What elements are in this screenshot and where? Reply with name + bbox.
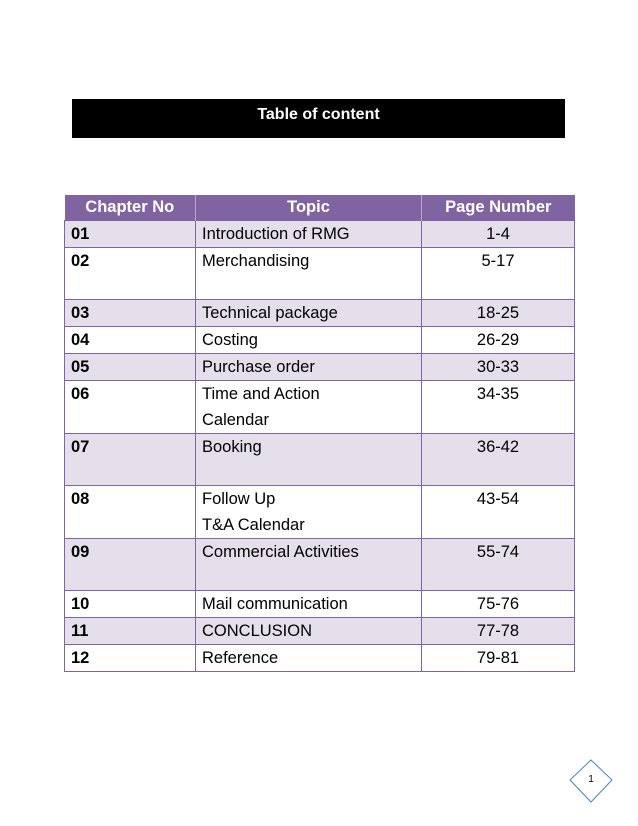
chapter-number: 04 bbox=[65, 327, 196, 354]
chapter-number: 07 bbox=[65, 434, 196, 486]
page-number: 1 bbox=[588, 774, 594, 785]
chapter-number: 08 bbox=[65, 486, 196, 539]
chapter-topic bbox=[196, 434, 422, 486]
chapter-number: 12 bbox=[65, 645, 196, 672]
topic-line: Merchandising bbox=[202, 252, 310, 270]
topic-line: T&A Calendar bbox=[202, 516, 305, 534]
page-range: 75-76 bbox=[422, 591, 575, 618]
chapter-topic bbox=[196, 539, 422, 591]
page-range: 36-42 bbox=[422, 434, 575, 486]
page-range: 18-25 bbox=[422, 300, 575, 327]
chapter-topic bbox=[196, 591, 422, 618]
table-row bbox=[65, 645, 575, 672]
page-range: 26-29 bbox=[422, 327, 575, 354]
topic-line: Time and Action bbox=[202, 385, 320, 403]
chapter-topic bbox=[196, 354, 422, 381]
chapter-topic bbox=[196, 248, 422, 300]
topic-line: CONCLUSION bbox=[202, 622, 313, 640]
header-page: Page Number bbox=[422, 195, 575, 221]
toc-table bbox=[64, 195, 575, 672]
header-row bbox=[65, 195, 575, 221]
chapter-topic bbox=[196, 381, 422, 434]
topic-line: Introduction of RMG bbox=[202, 225, 350, 243]
table-row bbox=[65, 539, 575, 591]
topic-line: Reference bbox=[202, 649, 279, 667]
chapter-topic bbox=[196, 486, 422, 539]
page-range: 55-74 bbox=[422, 539, 575, 591]
chapter-number: 02 bbox=[65, 248, 196, 300]
chapter-topic bbox=[196, 327, 422, 354]
page-title: Table of content bbox=[257, 106, 380, 123]
page-range: 34-35 bbox=[422, 381, 575, 434]
topic-line: Commercial Activities bbox=[202, 543, 359, 561]
chapter-number: 05 bbox=[65, 354, 196, 381]
chapter-number: 03 bbox=[65, 300, 196, 327]
header-chapter: Chapter No bbox=[65, 195, 196, 221]
page-range: 30-33 bbox=[422, 354, 575, 381]
page-number-badge bbox=[566, 758, 616, 808]
chapter-number: 11 bbox=[65, 618, 196, 645]
table-body bbox=[65, 221, 575, 672]
topic-line: Mail communication bbox=[202, 595, 348, 613]
page-range: 5-17 bbox=[422, 248, 575, 300]
table-row bbox=[65, 591, 575, 618]
title-bar bbox=[72, 99, 565, 138]
table-row bbox=[65, 618, 575, 645]
chapter-number: 01 bbox=[65, 221, 196, 248]
topic-line: Technical package bbox=[202, 304, 338, 322]
topic-line: Purchase order bbox=[202, 358, 315, 376]
page-range: 1-4 bbox=[422, 221, 575, 248]
topic-line: Calendar bbox=[202, 411, 269, 429]
chapter-topic bbox=[196, 300, 422, 327]
topic-line: Costing bbox=[202, 331, 258, 349]
table-row bbox=[65, 354, 575, 381]
table-row bbox=[65, 327, 575, 354]
page-range: 43-54 bbox=[422, 486, 575, 539]
table-row bbox=[65, 221, 575, 248]
chapter-topic bbox=[196, 645, 422, 672]
chapter-topic bbox=[196, 221, 422, 248]
table-row bbox=[65, 381, 575, 434]
chapter-number: 09 bbox=[65, 539, 196, 591]
table-row bbox=[65, 300, 575, 327]
chapter-topic bbox=[196, 618, 422, 645]
table-row bbox=[65, 486, 575, 539]
topic-line: Booking bbox=[202, 438, 262, 456]
page-range: 79-81 bbox=[422, 645, 575, 672]
topic-line: Follow Up bbox=[202, 490, 276, 508]
table-row bbox=[65, 434, 575, 486]
table-row bbox=[65, 248, 575, 300]
chapter-number: 10 bbox=[65, 591, 196, 618]
page-range: 77-78 bbox=[422, 618, 575, 645]
chapter-number: 06 bbox=[65, 381, 196, 434]
header-topic: Topic bbox=[196, 195, 422, 221]
